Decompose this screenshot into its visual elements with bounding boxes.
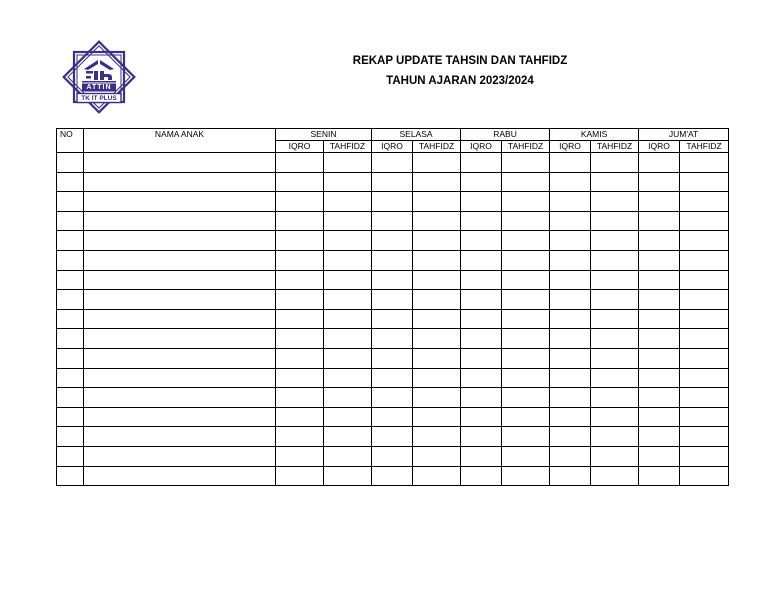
title-line-1: REKAP UPDATE TAHSIN DAN TAHFIDZ [352, 55, 568, 67]
cell-score [372, 407, 413, 427]
cell-score [639, 309, 680, 329]
cell-score [324, 368, 372, 388]
cell-score [413, 348, 461, 368]
cell-score [372, 388, 413, 408]
cell-score [502, 153, 550, 173]
cell-score [502, 407, 550, 427]
cell-score [502, 466, 550, 486]
cell-score [276, 250, 324, 270]
table-row [57, 446, 729, 466]
table-row [57, 231, 729, 251]
cell-score [680, 172, 729, 192]
cell-score [413, 250, 461, 270]
cell-score [550, 407, 591, 427]
cell-score [276, 290, 324, 310]
cell-score [502, 270, 550, 290]
cell-score [502, 388, 550, 408]
subheader-kamis-tahfidz: TAHFIDZ [591, 141, 639, 153]
cell-no [57, 427, 84, 447]
cell-score [276, 172, 324, 192]
cell-score [324, 211, 372, 231]
cell-score [276, 211, 324, 231]
cell-score [680, 153, 729, 173]
cell-score [591, 172, 639, 192]
cell-score [502, 309, 550, 329]
cell-score [276, 348, 324, 368]
cell-score [461, 388, 502, 408]
column-header-senin: SENIN [276, 129, 372, 141]
cell-score [591, 309, 639, 329]
cell-score [413, 211, 461, 231]
cell-score [639, 329, 680, 349]
cell-score [413, 388, 461, 408]
cell-score [550, 388, 591, 408]
cell-no [57, 348, 84, 368]
cell-score [372, 466, 413, 486]
cell-score [639, 250, 680, 270]
cell-score [591, 446, 639, 466]
subheader-senin-tahfidz: TAHFIDZ [324, 141, 372, 153]
cell-score [591, 466, 639, 486]
cell-score [550, 231, 591, 251]
cell-score [324, 329, 372, 349]
cell-score [276, 427, 324, 447]
cell-nama-anak [84, 309, 276, 329]
cell-score [461, 153, 502, 173]
header-row-days [57, 129, 729, 141]
cell-score [502, 368, 550, 388]
cell-no [57, 172, 84, 192]
column-header-nama-anak: NAMA ANAK [84, 129, 276, 153]
cell-score [413, 309, 461, 329]
cell-nama-anak [84, 446, 276, 466]
cell-score [550, 427, 591, 447]
cell-score [372, 153, 413, 173]
cell-score [550, 348, 591, 368]
cell-score [276, 446, 324, 466]
column-header-no: NO [57, 129, 84, 153]
cell-score [502, 211, 550, 231]
cell-score [461, 290, 502, 310]
cell-score [372, 368, 413, 388]
cell-score [502, 192, 550, 212]
cell-score [372, 290, 413, 310]
table-row [57, 309, 729, 329]
cell-score [680, 329, 729, 349]
cell-score [680, 407, 729, 427]
cell-score [502, 348, 550, 368]
cell-no [57, 388, 84, 408]
table-row [57, 153, 729, 173]
cell-nama-anak [84, 388, 276, 408]
cell-score [413, 407, 461, 427]
cell-no [57, 407, 84, 427]
cell-score [324, 427, 372, 447]
cell-score [550, 172, 591, 192]
cell-score [502, 329, 550, 349]
subheader-rabu-iqro: IQRO [461, 141, 502, 153]
cell-nama-anak [84, 172, 276, 192]
table-row [57, 250, 729, 270]
cell-score [372, 250, 413, 270]
cell-score [324, 407, 372, 427]
cell-score [276, 192, 324, 212]
cell-score [502, 172, 550, 192]
cell-score [276, 153, 324, 173]
cell-score [639, 290, 680, 310]
cell-score [639, 368, 680, 388]
cell-no [57, 250, 84, 270]
table-row [57, 192, 729, 212]
cell-score [461, 427, 502, 447]
column-header-kamis: KAMIS [550, 129, 639, 141]
cell-score [639, 231, 680, 251]
cell-nama-anak [84, 466, 276, 486]
cell-no [57, 309, 84, 329]
cell-score [461, 329, 502, 349]
cell-no [57, 231, 84, 251]
cell-score [591, 192, 639, 212]
cell-score [591, 290, 639, 310]
cell-score [550, 309, 591, 329]
cell-score [276, 388, 324, 408]
cell-score [324, 466, 372, 486]
cell-score [502, 231, 550, 251]
cell-nama-anak [84, 290, 276, 310]
cell-score [413, 231, 461, 251]
cell-score [461, 231, 502, 251]
cell-score [550, 329, 591, 349]
cell-score [639, 446, 680, 466]
cell-nama-anak [84, 270, 276, 290]
cell-score [502, 290, 550, 310]
cell-nama-anak [84, 368, 276, 388]
cell-score [461, 348, 502, 368]
cell-score [461, 466, 502, 486]
cell-score [276, 466, 324, 486]
cell-score [591, 211, 639, 231]
logo-text-tk-it-plus: TK IT PLUS [81, 94, 117, 102]
subheader-selasa-tahfidz: TAHFIDZ [413, 141, 461, 153]
cell-score [591, 250, 639, 270]
cell-score [680, 231, 729, 251]
subheader-rabu-tahfidz: TAHFIDZ [502, 141, 550, 153]
cell-score [372, 172, 413, 192]
cell-score [461, 309, 502, 329]
cell-no [57, 153, 84, 173]
cell-nama-anak [84, 153, 276, 173]
cell-score [680, 309, 729, 329]
cell-score [461, 172, 502, 192]
cell-score [639, 192, 680, 212]
cell-score [591, 388, 639, 408]
cell-nama-anak [84, 250, 276, 270]
document-title [280, 51, 640, 91]
cell-score [372, 348, 413, 368]
recap-table [56, 128, 729, 486]
cell-score [413, 368, 461, 388]
cell-score [372, 446, 413, 466]
cell-score [550, 446, 591, 466]
cell-nama-anak [84, 348, 276, 368]
cell-score [372, 231, 413, 251]
cell-score [550, 250, 591, 270]
cell-score [550, 153, 591, 173]
table-row [57, 388, 729, 408]
cell-score [324, 192, 372, 212]
cell-score [639, 211, 680, 231]
cell-score [550, 211, 591, 231]
cell-nama-anak [84, 192, 276, 212]
cell-score [680, 211, 729, 231]
cell-score [276, 231, 324, 251]
cell-no [57, 329, 84, 349]
cell-no [57, 192, 84, 212]
cell-score [591, 231, 639, 251]
cell-no [57, 466, 84, 486]
table-body [57, 153, 729, 486]
cell-score [461, 211, 502, 231]
cell-score [502, 250, 550, 270]
column-header-selasa: SELASA [372, 129, 461, 141]
cell-nama-anak [84, 329, 276, 349]
cell-score [372, 270, 413, 290]
cell-score [461, 407, 502, 427]
cell-score [413, 290, 461, 310]
cell-score [461, 368, 502, 388]
cell-score [550, 192, 591, 212]
cell-score [680, 466, 729, 486]
cell-score [591, 348, 639, 368]
cell-score [591, 270, 639, 290]
subheader-jumat-tahfidz: TAHFIDZ [680, 141, 729, 153]
table-row [57, 368, 729, 388]
cell-score [413, 153, 461, 173]
cell-score [413, 466, 461, 486]
cell-score [461, 192, 502, 212]
cell-score [591, 329, 639, 349]
cell-score [502, 446, 550, 466]
cell-score [639, 153, 680, 173]
cell-score [680, 348, 729, 368]
cell-score [680, 250, 729, 270]
cell-score [639, 348, 680, 368]
cell-no [57, 290, 84, 310]
cell-score [324, 309, 372, 329]
cell-score [591, 407, 639, 427]
cell-score [680, 427, 729, 447]
cell-no [57, 368, 84, 388]
cell-score [680, 270, 729, 290]
cell-score [461, 446, 502, 466]
table-row [57, 407, 729, 427]
table-row [57, 211, 729, 231]
cell-score [324, 388, 372, 408]
cell-score [591, 368, 639, 388]
cell-no [57, 446, 84, 466]
cell-score [324, 348, 372, 368]
cell-score [276, 368, 324, 388]
cell-score [550, 466, 591, 486]
cell-nama-anak [84, 427, 276, 447]
cell-score [413, 329, 461, 349]
cell-score [413, 270, 461, 290]
cell-score [324, 270, 372, 290]
cell-score [372, 329, 413, 349]
cell-score [413, 427, 461, 447]
cell-score [680, 368, 729, 388]
cell-score [276, 407, 324, 427]
cell-score [461, 250, 502, 270]
cell-no [57, 211, 84, 231]
cell-score [324, 250, 372, 270]
cell-score [324, 231, 372, 251]
cell-score [372, 211, 413, 231]
cell-score [413, 172, 461, 192]
cell-score [461, 270, 502, 290]
cell-score [413, 192, 461, 212]
cell-score [324, 446, 372, 466]
subheader-selasa-iqro: IQRO [372, 141, 413, 153]
title-line-2: TAHUN AJARAN 2023/2024 [386, 75, 534, 87]
table-row [57, 427, 729, 447]
cell-score [324, 153, 372, 173]
school-logo [57, 36, 141, 118]
cell-score [413, 446, 461, 466]
cell-nama-anak [84, 407, 276, 427]
subheader-jumat-iqro: IQRO [639, 141, 680, 153]
cell-score [502, 427, 550, 447]
subheader-senin-iqro: IQRO [276, 141, 324, 153]
cell-score [550, 270, 591, 290]
cell-score [324, 172, 372, 192]
cell-score [276, 270, 324, 290]
cell-nama-anak [84, 231, 276, 251]
cell-score [550, 290, 591, 310]
cell-score [680, 388, 729, 408]
cell-nama-anak [84, 211, 276, 231]
cell-score [550, 368, 591, 388]
cell-score [639, 270, 680, 290]
table-row [57, 348, 729, 368]
subheader-kamis-iqro: IQRO [550, 141, 591, 153]
cell-score [639, 466, 680, 486]
table-row [57, 329, 729, 349]
cell-score [591, 153, 639, 173]
cell-score [680, 446, 729, 466]
cell-score [639, 407, 680, 427]
cell-score [591, 427, 639, 447]
table-row [57, 172, 729, 192]
cell-score [372, 192, 413, 212]
cell-score [680, 192, 729, 212]
column-header-jumat: JUM'AT [639, 129, 729, 141]
cell-score [639, 172, 680, 192]
cell-score [639, 427, 680, 447]
cell-score [680, 290, 729, 310]
cell-score [276, 329, 324, 349]
table-row [57, 466, 729, 486]
column-header-rabu: RABU [461, 129, 550, 141]
cell-score [324, 290, 372, 310]
cell-score [372, 427, 413, 447]
cell-score [276, 309, 324, 329]
cell-no [57, 270, 84, 290]
logo-text-attin: ATTIN [86, 84, 112, 91]
cell-score [372, 309, 413, 329]
table-row [57, 290, 729, 310]
cell-score [639, 388, 680, 408]
table-row [57, 270, 729, 290]
